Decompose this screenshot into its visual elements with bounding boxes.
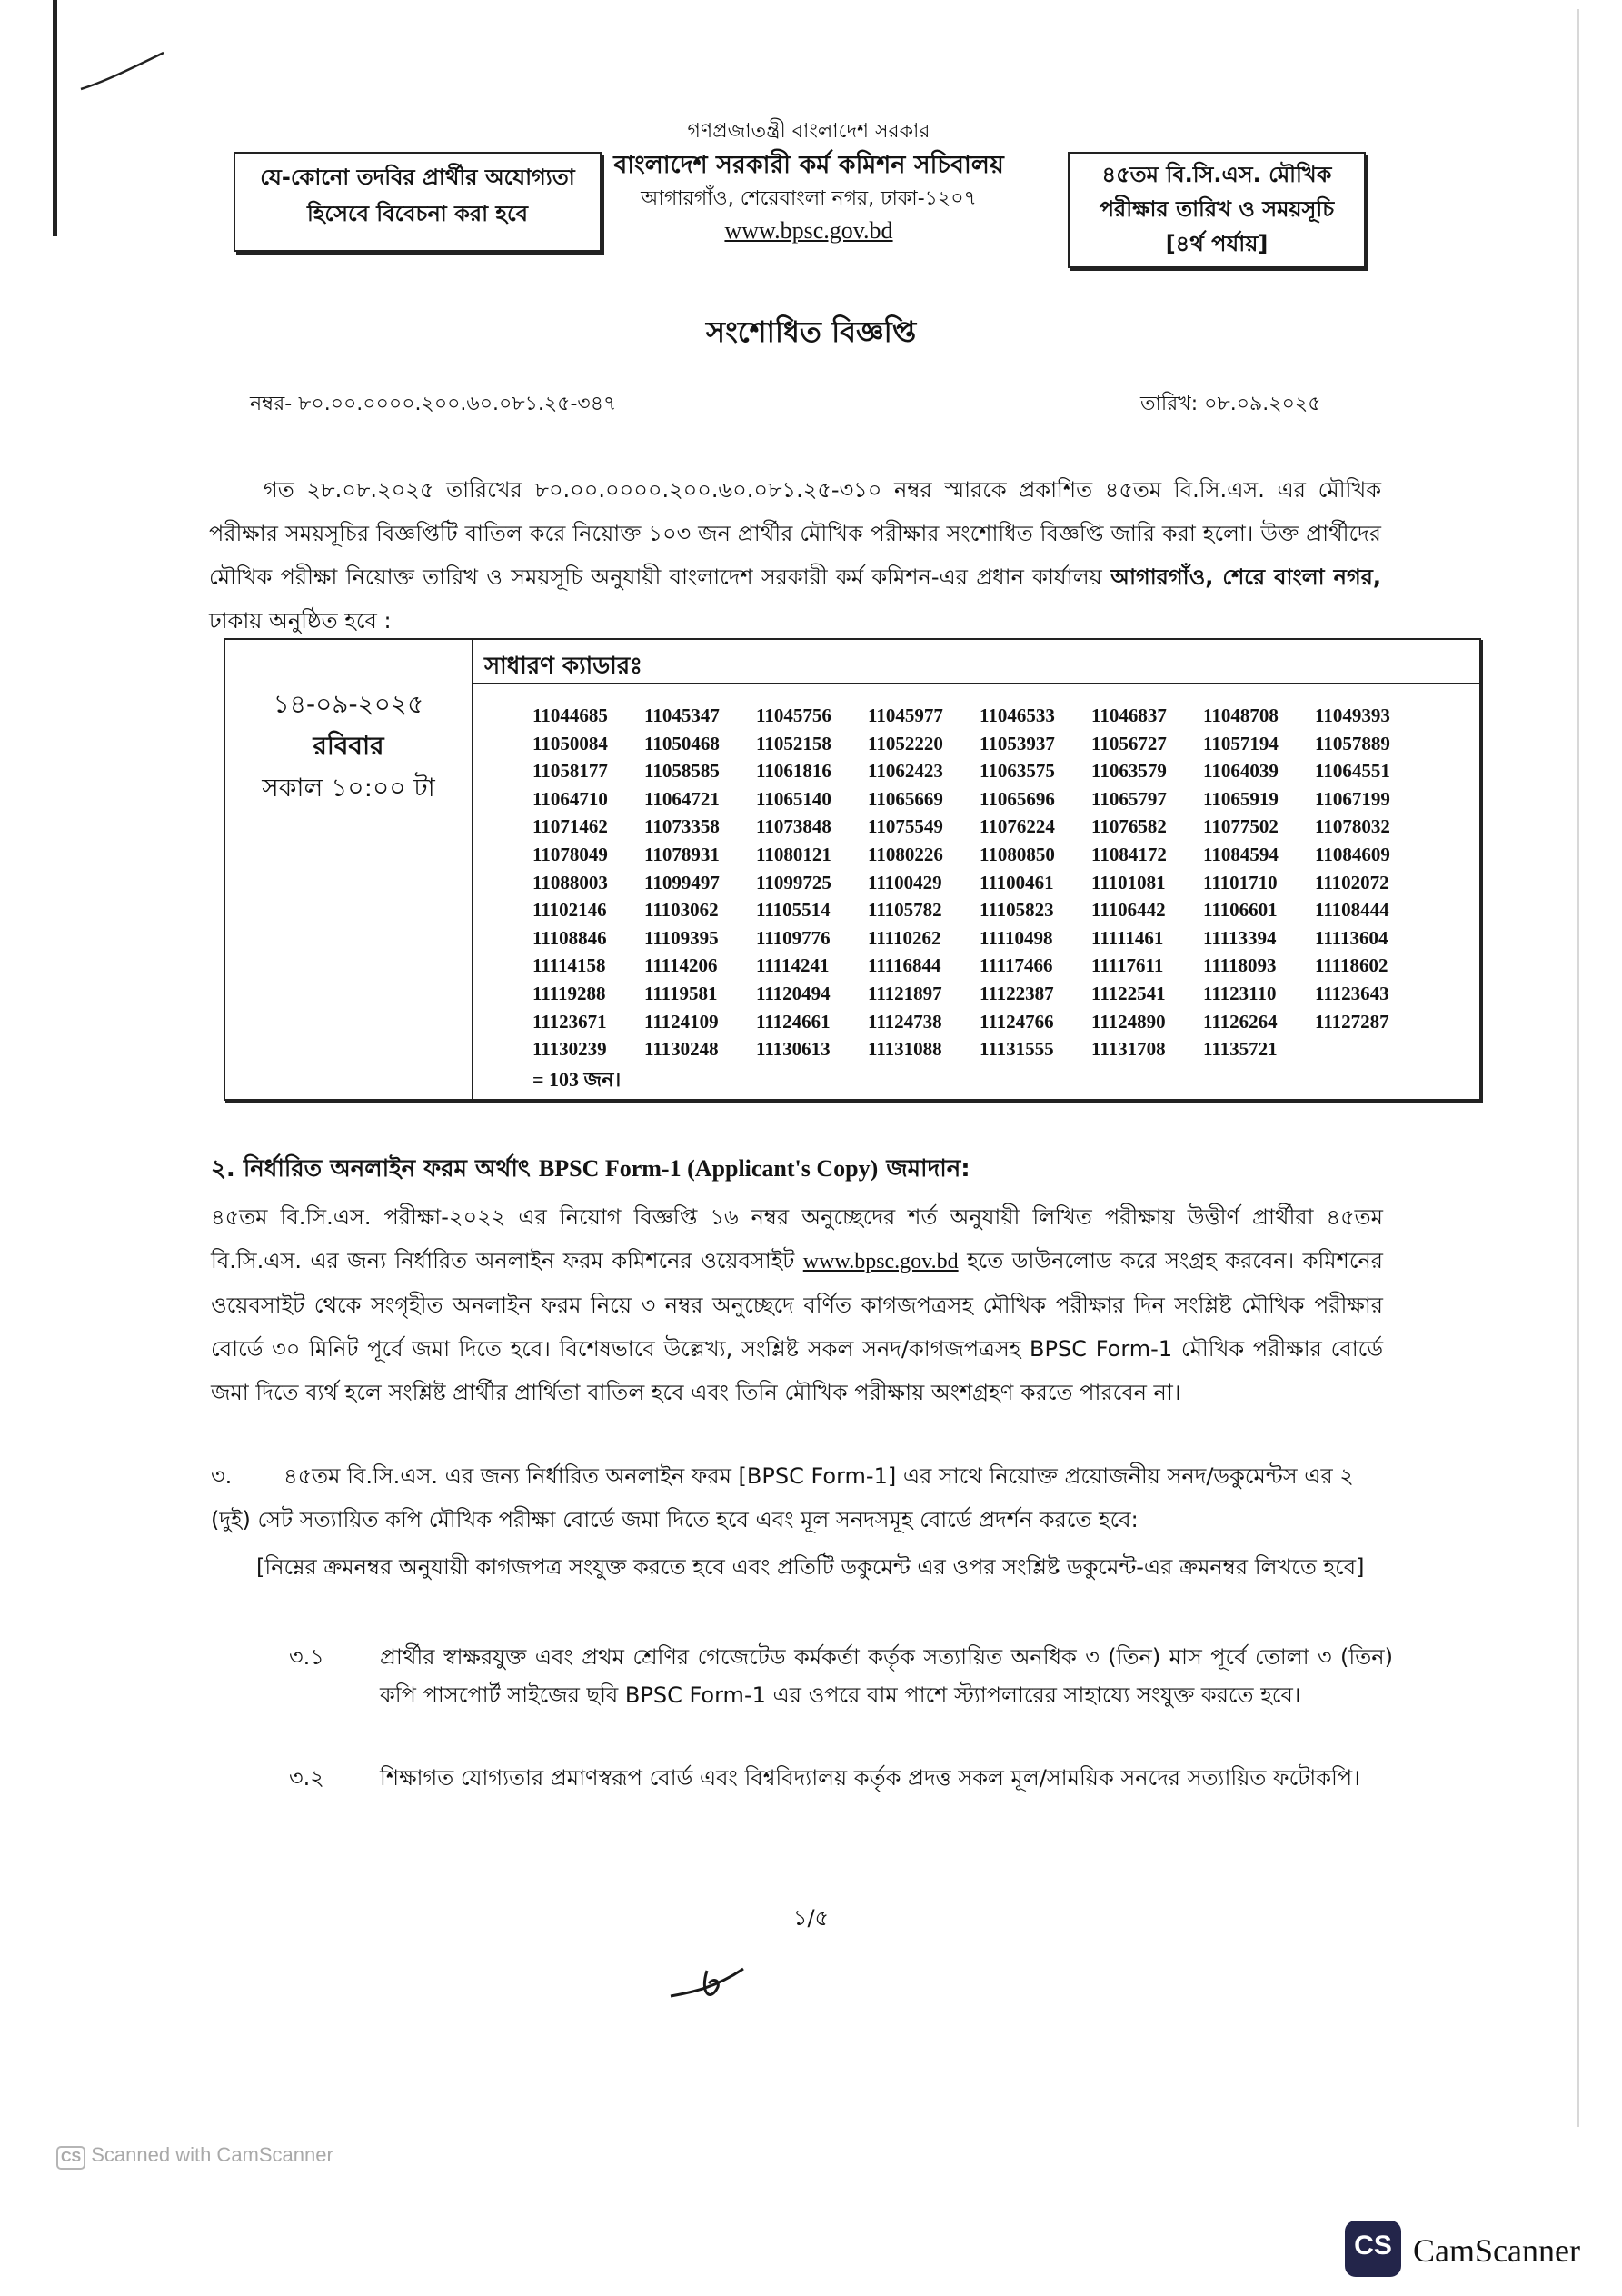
section-2-text-1: ৪৫তম বি.সি.এস. পরীক্ষা-২০২২ এর নিয়োগ বিজ্ঞপ্তি ১৬ নম্বর অনুচ্ছেদের শর্ত অনুযায়ী লিখিত পরীক্ষায় উত্তীর্ণ প্রার্থীরা ৪৫তম বি.সি.এস. এর জন্য নির্ধারিত অনলাইন ফরম কমিশনের ওয়েবসাইট	[211, 1204, 1383, 1273]
roll-number: 11064710	[532, 787, 608, 810]
roll-number: 11120494	[756, 982, 831, 1004]
roll-number: 11071462	[532, 815, 608, 838]
item-number: ৩.২	[289, 1765, 324, 1791]
roll-number: 11119288	[532, 982, 606, 1004]
camscanner-brand: CamScanner	[1413, 2232, 1580, 2269]
roll-number: 11088003	[532, 871, 608, 893]
roll-number: 11073358	[644, 815, 720, 838]
roll-number: 11100429	[868, 871, 942, 893]
page-number: ১/৫	[792, 1905, 830, 1931]
roll-number: 11064721	[644, 787, 720, 810]
list-item	[289, 1759, 1393, 1841]
section-3-text: ৪৫তম বি.সি.এস. এর জন্য নির্ধারিত অনলাইন ফরম [BPSC Form-1] এর সাথে নিয়োক্ত প্রয়োজনীয় সনদ/ডকুমেন্টস এর ২ (দুই) সেট সত্যায়িত কপি মৌখিক পরীক্ষা বোর্ডে জমা দিতে হবে এবং মূল সনদসমূহ বোর্ডে প্রদর্শন করতে হবে:	[211, 1463, 1354, 1532]
roll-number: 11114241	[756, 954, 830, 977]
roll-number: 11130248	[644, 1038, 719, 1061]
roll-number: 11076582	[1091, 815, 1167, 838]
warning-line-2: হিসেবে বিবেচনা করা হবে	[306, 201, 529, 226]
roll-number: 11044685	[532, 704, 608, 726]
roll-number: 11045977	[868, 704, 943, 726]
roll-number: 11049393	[1315, 704, 1390, 726]
roll-number: 11062423	[868, 760, 943, 783]
section-2-text-2: হতে ডাউনলোড করে সংগ্রহ করবেন। কমিশনের ওয়েবসাইট থেকে সংগৃহীত অনলাইন ফরম নিয়ে ৩ নম্বর অনুচ্ছেদে বর্ণিত কাগজপত্রসহ মৌখিক পরীক্ষার দিন সংশ্লিষ্ট মৌখিক পরীক্ষার বোর্ডে ৩০ মিনিট পূর্বে জমা দিতে হবে। বিশেষভাবে উল্লেখ্য, সংশ্লিষ্ট সকল সনদ/কাগজপত্রসহ BPSC Form-1 মৌখিক পরীক্ষার বোর্ডে জমা দিতে ব্যর্থ হলে সংশ্লিষ্ট প্রার্থীর প্রার্থিতা বাতিল হবে এবং তিনি মৌখিক পরীক্ষায় অংশগ্রহণ করতে পারবেন না।	[211, 1248, 1383, 1405]
roll-number: 11058585	[644, 760, 720, 783]
candidate-total: = 103 জন।	[532, 1068, 622, 1091]
pen-scribble	[77, 45, 168, 100]
roll-number: 11131708	[1091, 1038, 1166, 1061]
roll-number: 11131555	[980, 1038, 1054, 1061]
item-text: প্রার্থীর স্বাক্ষরযুক্ত এবং প্রথম শ্রেণির গেজেটেড কর্মকর্তা কর্তৃক সত্যায়িত অনধিক ৩ (তিন) মাস পূর্বে তোলা ৩ (তিন) কপি পাসপোর্ট সাইজের ছবি BPSC Form-1 এর ওপরে বাম পাশে স্ট্যাপলারের সাহায্যে সংযুক্ত করতে হবে।	[380, 1644, 1393, 1708]
roll-number-grid	[532, 702, 1427, 1063]
item-number: ৩.১	[289, 1644, 324, 1670]
section-3-note: [নিম্নের ক্রমনম্বর অনুযায়ী কাগজপত্র সংযুক্ত করতে হবে এবং প্রতিটি ডকুমেন্ট এর ওপর সংশ্লিষ্ট ডকুমেন্ট-এর ক্রমনম্বর লিখতে হবে]	[256, 1554, 1365, 1580]
roll-number: 11080121	[756, 843, 831, 865]
roll-number: 11111461	[1091, 926, 1164, 949]
roll-number: 11119581	[644, 982, 718, 1004]
roll-number: 11067199	[1315, 787, 1390, 810]
roll-number: 11131088	[868, 1038, 942, 1061]
roll-number: 11056727	[1091, 732, 1167, 754]
roll-number: 11064039	[1203, 760, 1279, 783]
roll-number: 11110262	[868, 926, 941, 949]
roll-number: 11130239	[532, 1038, 607, 1061]
roll-number: 11045756	[756, 704, 831, 726]
roll-number: 11126264	[1203, 1010, 1278, 1033]
roll-number: 11099725	[756, 871, 831, 893]
roll-number: 11046837	[1091, 704, 1167, 726]
roll-number: 11101710	[1203, 871, 1278, 893]
warning-line-1: যে-কোনো তদবির প্রার্থীর অযোগ্যতা	[260, 165, 575, 190]
roll-number: 11065669	[868, 787, 943, 810]
roll-number: 11050084	[532, 732, 608, 754]
roll-number: 11084594	[1203, 843, 1279, 865]
roll-number: 11122387	[980, 982, 1054, 1004]
roll-number: 11078049	[532, 843, 608, 865]
roll-number: 11108846	[532, 926, 607, 949]
roll-number: 11084609	[1315, 843, 1390, 865]
section-2-heading-1: ২. নির্ধারিত অনলাইন ফরম অর্থাৎ	[211, 1155, 539, 1183]
roll-number: 11052158	[756, 732, 831, 754]
roll-number: 11114158	[532, 954, 606, 977]
page-title: সংশোধিত বিজ্ঞপ্তি	[705, 314, 917, 349]
roll-number: 11124766	[980, 1010, 1054, 1033]
schedule-table	[224, 638, 1481, 1101]
roll-number: 11099497	[644, 871, 720, 893]
address: আগারগাঁও, শেরেবাংলা নগর, ঢাকা-১২০৭	[641, 187, 977, 210]
roll-number: 11118093	[1203, 954, 1277, 977]
camscanner-logo-icon: CS	[1345, 2221, 1401, 2277]
roll-number: 11046533	[980, 704, 1055, 726]
roll-number: 11101081	[1091, 871, 1166, 893]
list-item	[289, 1638, 1393, 1756]
roll-number: 11100461	[980, 871, 1054, 893]
roll-number: 11116844	[868, 954, 941, 977]
memo-date: তারিখ: ০৮.০৯.২০২৫	[1140, 393, 1321, 415]
section-2-paragraph	[211, 1195, 1383, 1414]
roll-number: 11065797	[1091, 787, 1167, 810]
roll-number: 11114206	[644, 954, 718, 977]
roll-number: 11124661	[756, 1010, 831, 1033]
camscanner-small-icon: CS	[56, 2146, 85, 2170]
scanned-text: Scanned with CamScanner	[91, 2143, 333, 2166]
roll-number: 11063579	[1091, 760, 1167, 783]
roll-number: 11105782	[868, 899, 942, 922]
roll-number: 11065919	[1203, 787, 1279, 810]
roll-number: 11117611	[1091, 954, 1164, 977]
schedule-datetime	[225, 684, 472, 809]
roll-number: 11106442	[1091, 899, 1166, 922]
roll-number: 11106601	[1203, 899, 1278, 922]
intro-text-1: গত ২৮.০৮.২০২৫ তারিখের ৮০.০০.০০০০.২০০.৬০.০৮১.২৫-৩১০ নম্বর স্মারকে প্রকাশিত ৪৫তম বি.সি.এস. এর মৌখিক পরীক্ষার সময়সূচির বিজ্ঞপ্তিটি বাতিল করে নিয়োক্ত ১০৩ জন প্রার্থীর মৌখিক পরীক্ষার সংশোধিত বিজ্ঞপ্তি জারি করা হলো। উক্ত প্রার্থীদের মৌখিক পরীক্ষা নিয়োক্ত তারিখ ও সময়সূচি অনুযায়ী বাংলাদেশ সরকারী কর্ম কমিশন-এর প্রধান কার্যালয়	[209, 477, 1381, 590]
exam-day: রবিবার	[313, 731, 384, 761]
roll-number: 11127287	[1315, 1010, 1389, 1033]
label-line-2: পরীক্ষার তারিখ ও সময়সূচি	[1099, 196, 1335, 222]
intro-paragraph	[209, 468, 1381, 643]
roll-number: 11109776	[756, 926, 831, 949]
section-2-heading-3: জমাদান:	[878, 1155, 970, 1183]
secretariat-name: বাংলাদেশ সরকারী কর্ম কমিশন সচিবালয়	[613, 151, 1004, 179]
roll-number: 11080226	[868, 843, 943, 865]
roll-number: 11078032	[1315, 815, 1390, 838]
exam-date: ১৪-০৯-২০২৫	[273, 689, 424, 719]
cadre-label: সাধারণ ক্যাডারঃ	[484, 653, 643, 680]
roll-number: 11109395	[644, 926, 719, 949]
government-name: গণপ্রজাতন্ত্রী বাংলাদেশ সরকার	[687, 120, 930, 143]
exam-time: সকাল ১০:০০ টা	[262, 773, 435, 803]
roll-number: 11123110	[1203, 982, 1277, 1004]
roll-number: 11124109	[644, 1010, 719, 1033]
roll-number: 11065140	[756, 787, 831, 810]
roll-number: 11108444	[1315, 899, 1389, 922]
label-line-3: [৪র্থ পর্যায়]	[1165, 231, 1269, 256]
roll-number: 11064551	[1315, 760, 1390, 783]
roll-number: 11102072	[1315, 871, 1389, 893]
website-link[interactable]: www.bpsc.gov.bd	[724, 217, 893, 244]
roll-number: 11057889	[1315, 732, 1390, 754]
intro-text-2: ঢাকায় অনুষ্ঠিত হবে :	[209, 608, 392, 634]
roll-number: 11045347	[644, 704, 720, 726]
roll-number: 11135721	[1203, 1038, 1278, 1061]
item-text: শিক্ষাগত যোগ্যতার প্রমাণস্বরূপ বোর্ড এবং বিশ্ববিদ্যালয় কর্তৃক প্রদত্ত সকল মূল/সাময়িক সনদের সত্যায়িত ফটোকপি।	[380, 1765, 1360, 1791]
letterhead	[545, 116, 1072, 247]
roll-number: 11105514	[756, 899, 831, 922]
roll-number: 11061816	[756, 760, 831, 783]
roll-number: 11102146	[532, 899, 607, 922]
roll-number: 11058177	[532, 760, 608, 783]
roll-number: 11113394	[1203, 926, 1277, 949]
bpsc-website-link[interactable]: www.bpsc.gov.bd	[802, 1250, 959, 1273]
memo-number: নম্বর- ৮০.০০.০০০০.২০০.৬০.০৮১.২৫-৩৪৭	[250, 393, 617, 415]
roll-number: 11117466	[980, 954, 1053, 977]
roll-number: 11076224	[980, 815, 1055, 838]
roll-number: 11050468	[644, 732, 720, 754]
roll-number: 11123671	[532, 1010, 607, 1033]
roll-number: 11110498	[980, 926, 1053, 949]
roll-number: 11065696	[980, 787, 1055, 810]
roll-number: 11073848	[756, 815, 831, 838]
roll-number: 11053937	[980, 732, 1055, 754]
venue: আগারগাঁও, শেরে বাংলা নগর,	[1110, 564, 1381, 590]
roll-number: 11123643	[1315, 982, 1389, 1004]
roll-number: 11118602	[1315, 954, 1388, 977]
section-3-paragraph	[211, 1454, 1383, 1542]
roll-number: 11130613	[756, 1038, 831, 1061]
scanned-watermark	[56, 2143, 333, 2170]
roll-number: 11124738	[868, 1010, 942, 1033]
label-line-1: ৪৫তম বি.সি.এস. মৌখিক	[1101, 162, 1332, 187]
roll-number: 11048708	[1203, 704, 1279, 726]
scan-edge-shadow	[53, 0, 57, 236]
roll-number: 11124890	[1091, 1010, 1166, 1033]
signature-mark	[663, 1952, 754, 2016]
roll-number: 11077502	[1203, 815, 1279, 838]
section-2-heading-2: BPSC Form-1 (Applicant's Copy)	[538, 1155, 879, 1182]
roll-number: 11078931	[644, 843, 720, 865]
roll-number: 11103062	[644, 899, 719, 922]
table-divider	[472, 640, 473, 1099]
roll-number: 11080850	[980, 843, 1055, 865]
roll-number: 11113604	[1315, 926, 1388, 949]
roll-number: 11063575	[980, 760, 1055, 783]
exam-schedule-label-box	[1068, 152, 1366, 268]
roll-number: 11121897	[868, 982, 942, 1004]
roll-number: 11084172	[1091, 843, 1167, 865]
roll-number: 11052220	[868, 732, 943, 754]
section-2-heading	[211, 1150, 970, 1190]
roll-number: 11122541	[1091, 982, 1166, 1004]
roll-number: 11075549	[868, 815, 943, 838]
cadre-header	[472, 640, 1479, 684]
roll-number: 11105823	[980, 899, 1054, 922]
roll-number: 11057194	[1203, 732, 1279, 754]
section-3-number: ৩.	[211, 1463, 233, 1489]
